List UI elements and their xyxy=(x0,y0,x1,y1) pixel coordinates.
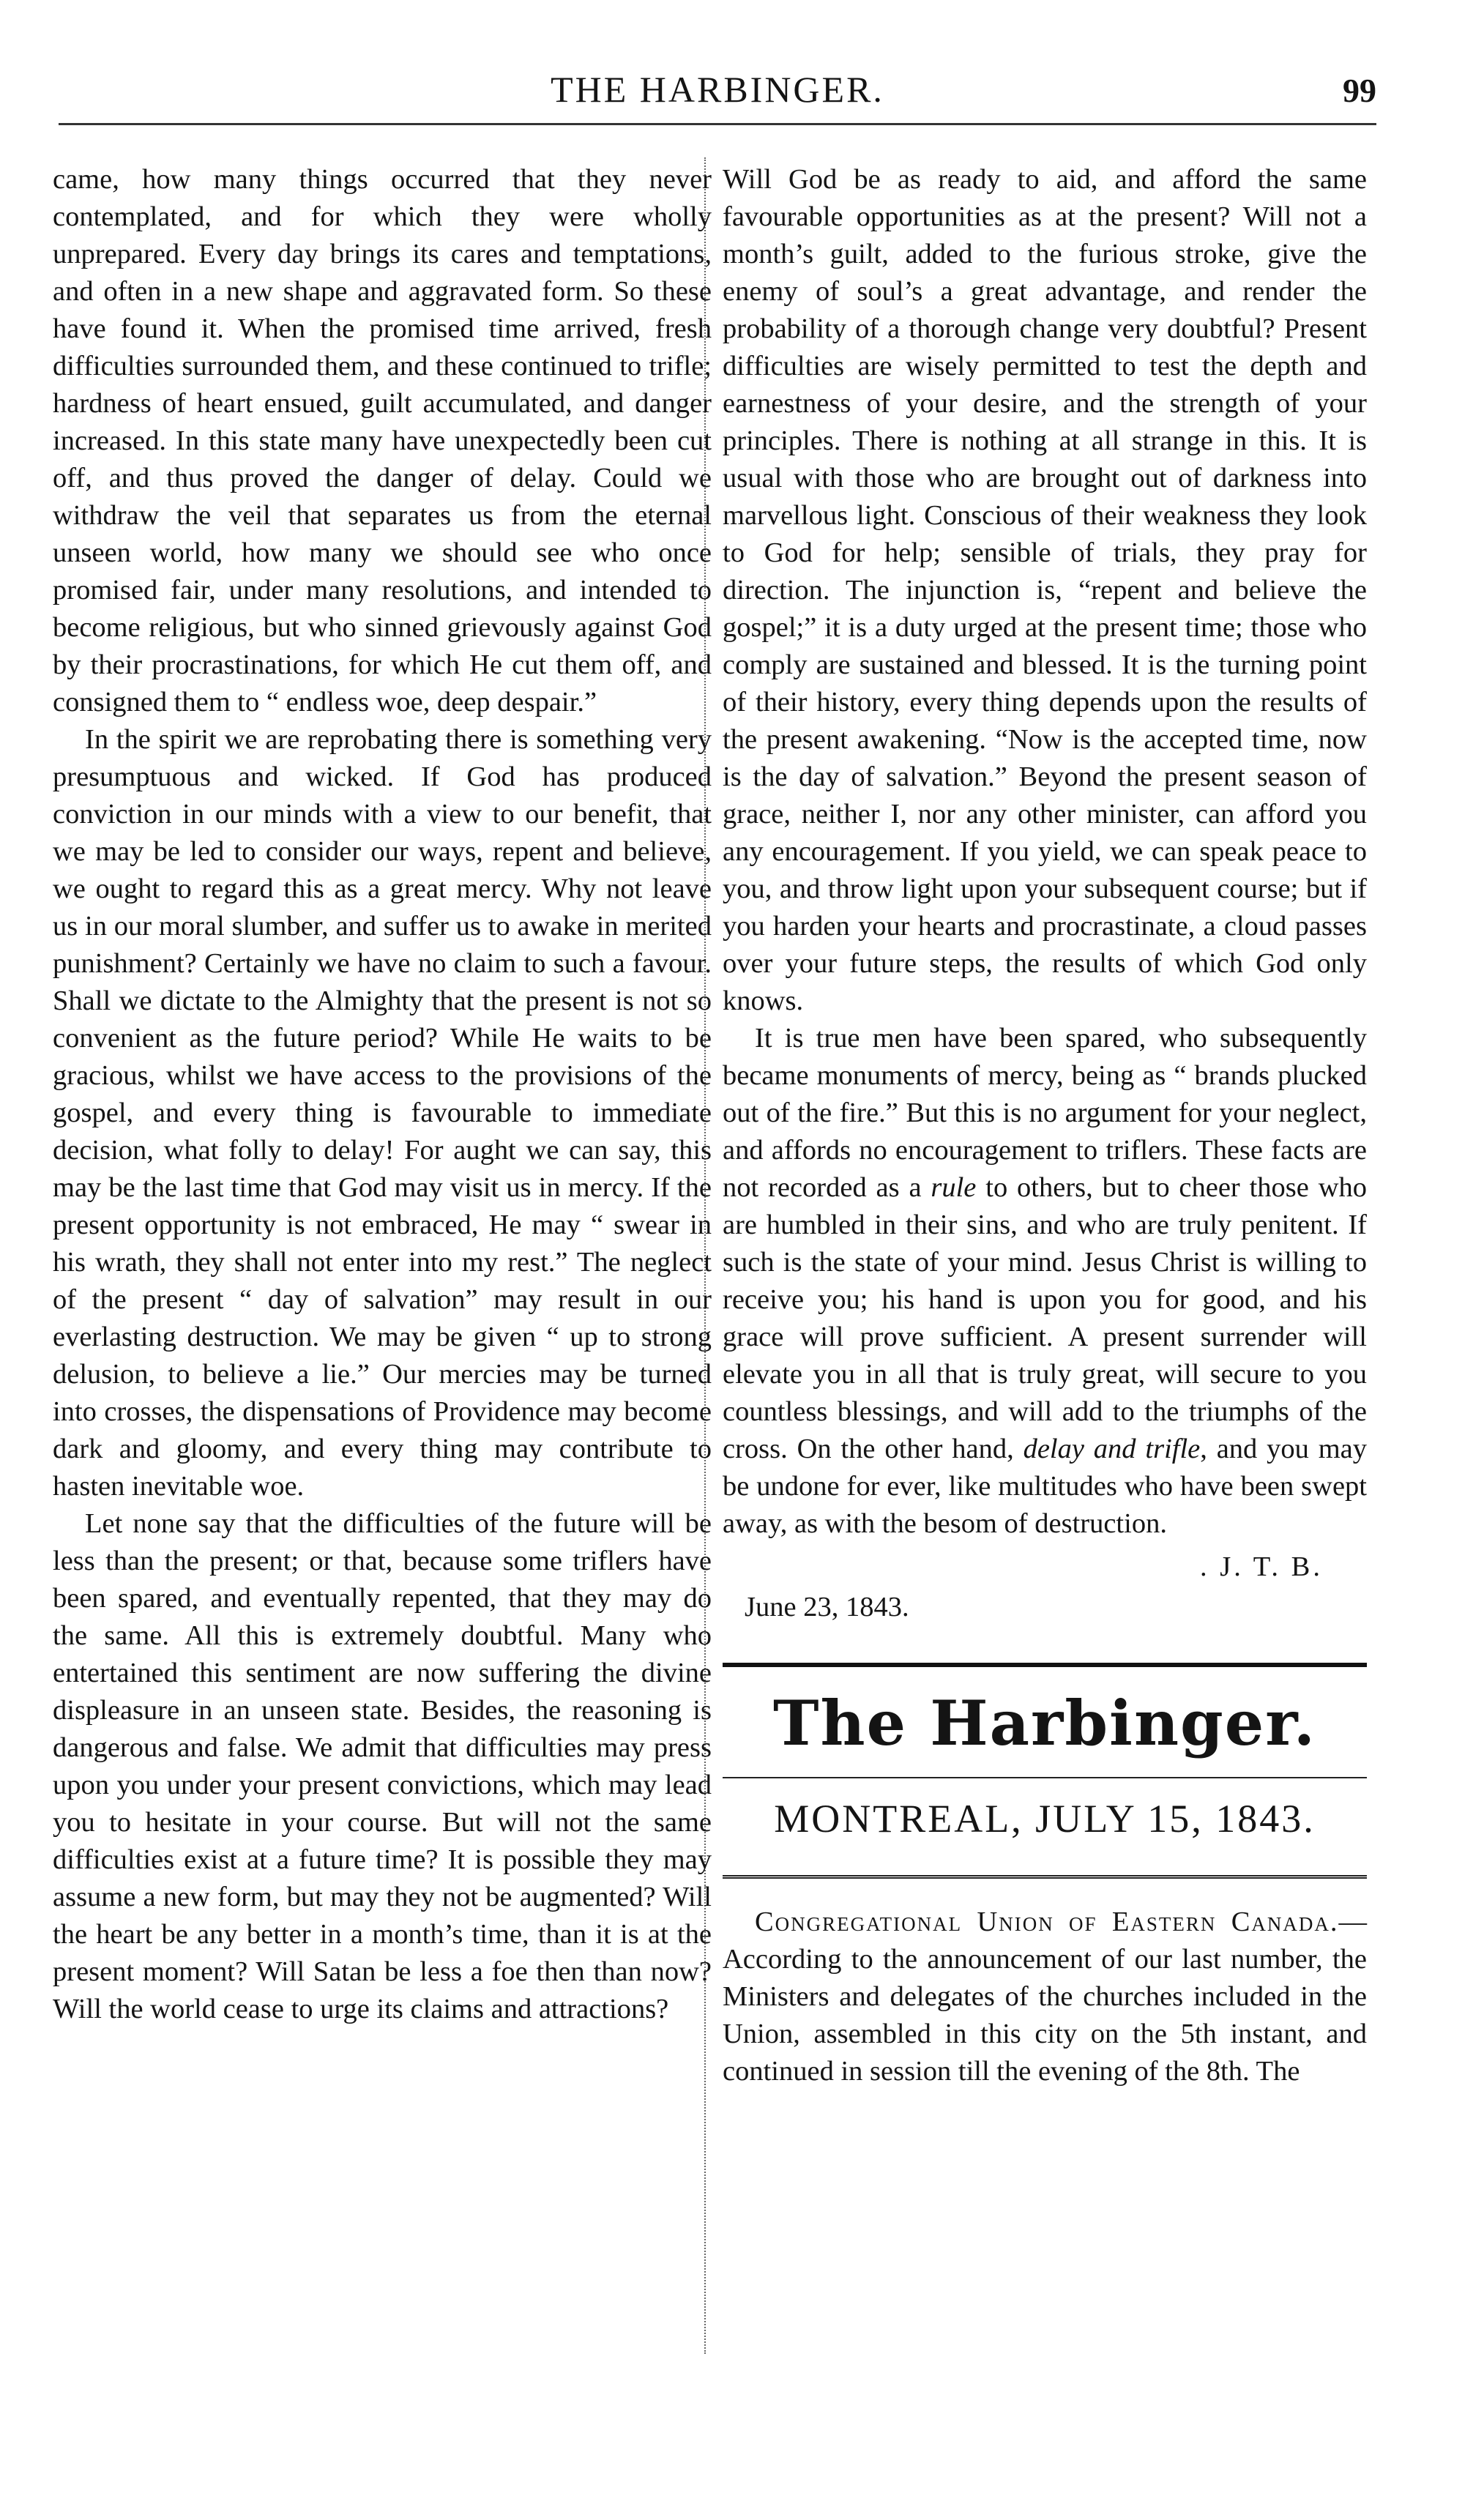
left-paragraph-2: In the spirit we are reprobating there is something very presumptuous and wicked. If God has produced conviction in our minds with a view to our benefit, that we may be led to consider our ways, repent and believe, we ought to regard this as a great mercy. Why not leave us in our moral slumber, and suffer us to awake in merited punishment? Certainly we have no claim to such a favour. Shall we dictate to the Almighty that the present is not so convenient as the future period? While He waits to be gracious, whilst we have access to the provisions of the gospel, and every thing is favourable to immediate decision, what folly to delay! For aught we can say, this may be the last time that God may visit us in mercy. If the present opportunity is not embraced, He may “ swear in his wrath, they shall not enter into my rest.” The neglect of the present “ day of salvation” may result in our everlasting destruction. We may be given “ up to strong delusion, to believe a lie.” Our mercies may be turned into crosses, the dispensations of Providence may become dark and gloomy, and every thing may contribute to hasten inevitable woe. xyxy=(53,724,712,1502)
header-rule xyxy=(59,123,1376,125)
masthead-title: The Harbinger. xyxy=(773,1687,1316,1759)
dateline-rule xyxy=(723,1875,1367,1879)
issue-dateline: MONTREAL, JULY 15, 1843. xyxy=(774,1797,1316,1841)
section-text: —According to the announcement of our last number, the Ministers and delegates of the churches included in the Union, assembled in this city on the 5th instant, and continued in session till the evening of the 8th. The xyxy=(723,1907,1367,2087)
left-paragraph-1: came, how many things occurred that they never contemplated, and for which they were wholly unprepared. Every day brings its cares and temptations, and often in a new shape and aggravated form. So these have found it. When the promised time arrived, fresh difficulties surrounded them, and these continued to trifle; hardness of heart ensued, guilt accumulated, and danger increased. In this state many have unexpectedly been cut off, and thus proved the danger of delay. Could we withdraw the veil that separates us from the eternal unseen world, how many we should see who once promised fair, under many resolutions, and intended to become religious, but who sinned grievously against God by their procrastinations, for which He cut them off, and consigned them to “ endless woe, deep despair.” xyxy=(53,164,712,718)
signature: . J. T. B. xyxy=(1199,1551,1323,1582)
left-paragraph-3: Let none say that the difficulties of the future will be less than the present; or that, because some triflers have been spared, and eventually repented, that they may do the same. All this is extremely doubtful. Many who entertained this sentiment are now suffering the divine displeasure in an unseen state. Besides, the reasoning is dangerous and false. We admit that difficulties may press upon you under your present convictions, which may lead you to hesitate in your course. But will not the same difficulties exist at a future time? It is possible they may assume a new form, but may they not be augmented? Will the heart be any better in a month’s time, than it is at the present moment? Will Satan be less a foe then than now? Will the world cease to urge its claims and attractions? xyxy=(53,1508,712,2024)
page-number: 99 xyxy=(1343,72,1376,109)
paragraph-text: to others, but to cheer those who are humbled in their sins, and who are truly penitent. If such is the state of your mind. Jesus Christ is willing to receive you; his hand is upon you for good, and his grace will prove sufficient. A present surrender will elevate you in all that is truly great, will secure to you countless blessings, and will add to the triumphs of the cross. On the other hand, xyxy=(723,1172,1367,1464)
congregational-union-paragraph xyxy=(723,1904,1367,2090)
right-paragraph-2 xyxy=(723,1020,1367,1543)
left-column xyxy=(53,161,712,2028)
right-paragraph-1: Will God be as ready to aid, and afford the same favourable opportunities as at the present? Will not a month’s guilt, added to the furious stroke, give the enemy of soul’s a great advantage, and render the probability of a thorough change very doubtful? Present difficulties are wisely permitted to test the depth and earnestness of your desire, and the strength of your principles. There is nothing at all strange in this. It is usual with those who are brought out of darkness into marvellous light. Conscious of their weakness they look to God for help; sensible of trials, they pray for direction. The injunction is, “repent and believe the gospel;” it is a duty urged at the present time; those who comply are sustained and blessed. It is the turning point of their history, every thing depends upon the results of the present awakening. “Now is the accepted time, now is the day of salvation.” Beyond the present season of grace, neither I, nor any other minister, can afford you any encouragement. If you yield, we can speak peace to you, and throw light upon your subsequent course; but if you harden your hearts and procrastinate, a cloud passes over your future steps, the results of which God only knows. xyxy=(723,164,1367,1016)
paragraph-text: , and you may be undone for ever, like multitudes who have been swept away, as with the besom of destruction. xyxy=(723,1434,1368,1539)
section-heading: Congregational Union of Eastern Canada. xyxy=(755,1907,1339,1937)
running-title: THE HARBINGER. xyxy=(551,69,884,110)
italic-delay: delay and trifle xyxy=(1023,1434,1201,1464)
paragraph-text: It is true men have been spared, who subsequently became monuments of mercy, being as “ brands plucked out of the fire.” But this is no argument for your neglect, and affords no encouragement to triflers. These facts are not recorded as a xyxy=(723,1023,1367,1203)
page-header xyxy=(59,67,1376,133)
right-column xyxy=(723,161,1367,2090)
italic-rule: rule xyxy=(931,1172,977,1203)
letter-date: June 23, 1843. xyxy=(745,1592,909,1622)
masthead-block xyxy=(723,1663,1367,1879)
